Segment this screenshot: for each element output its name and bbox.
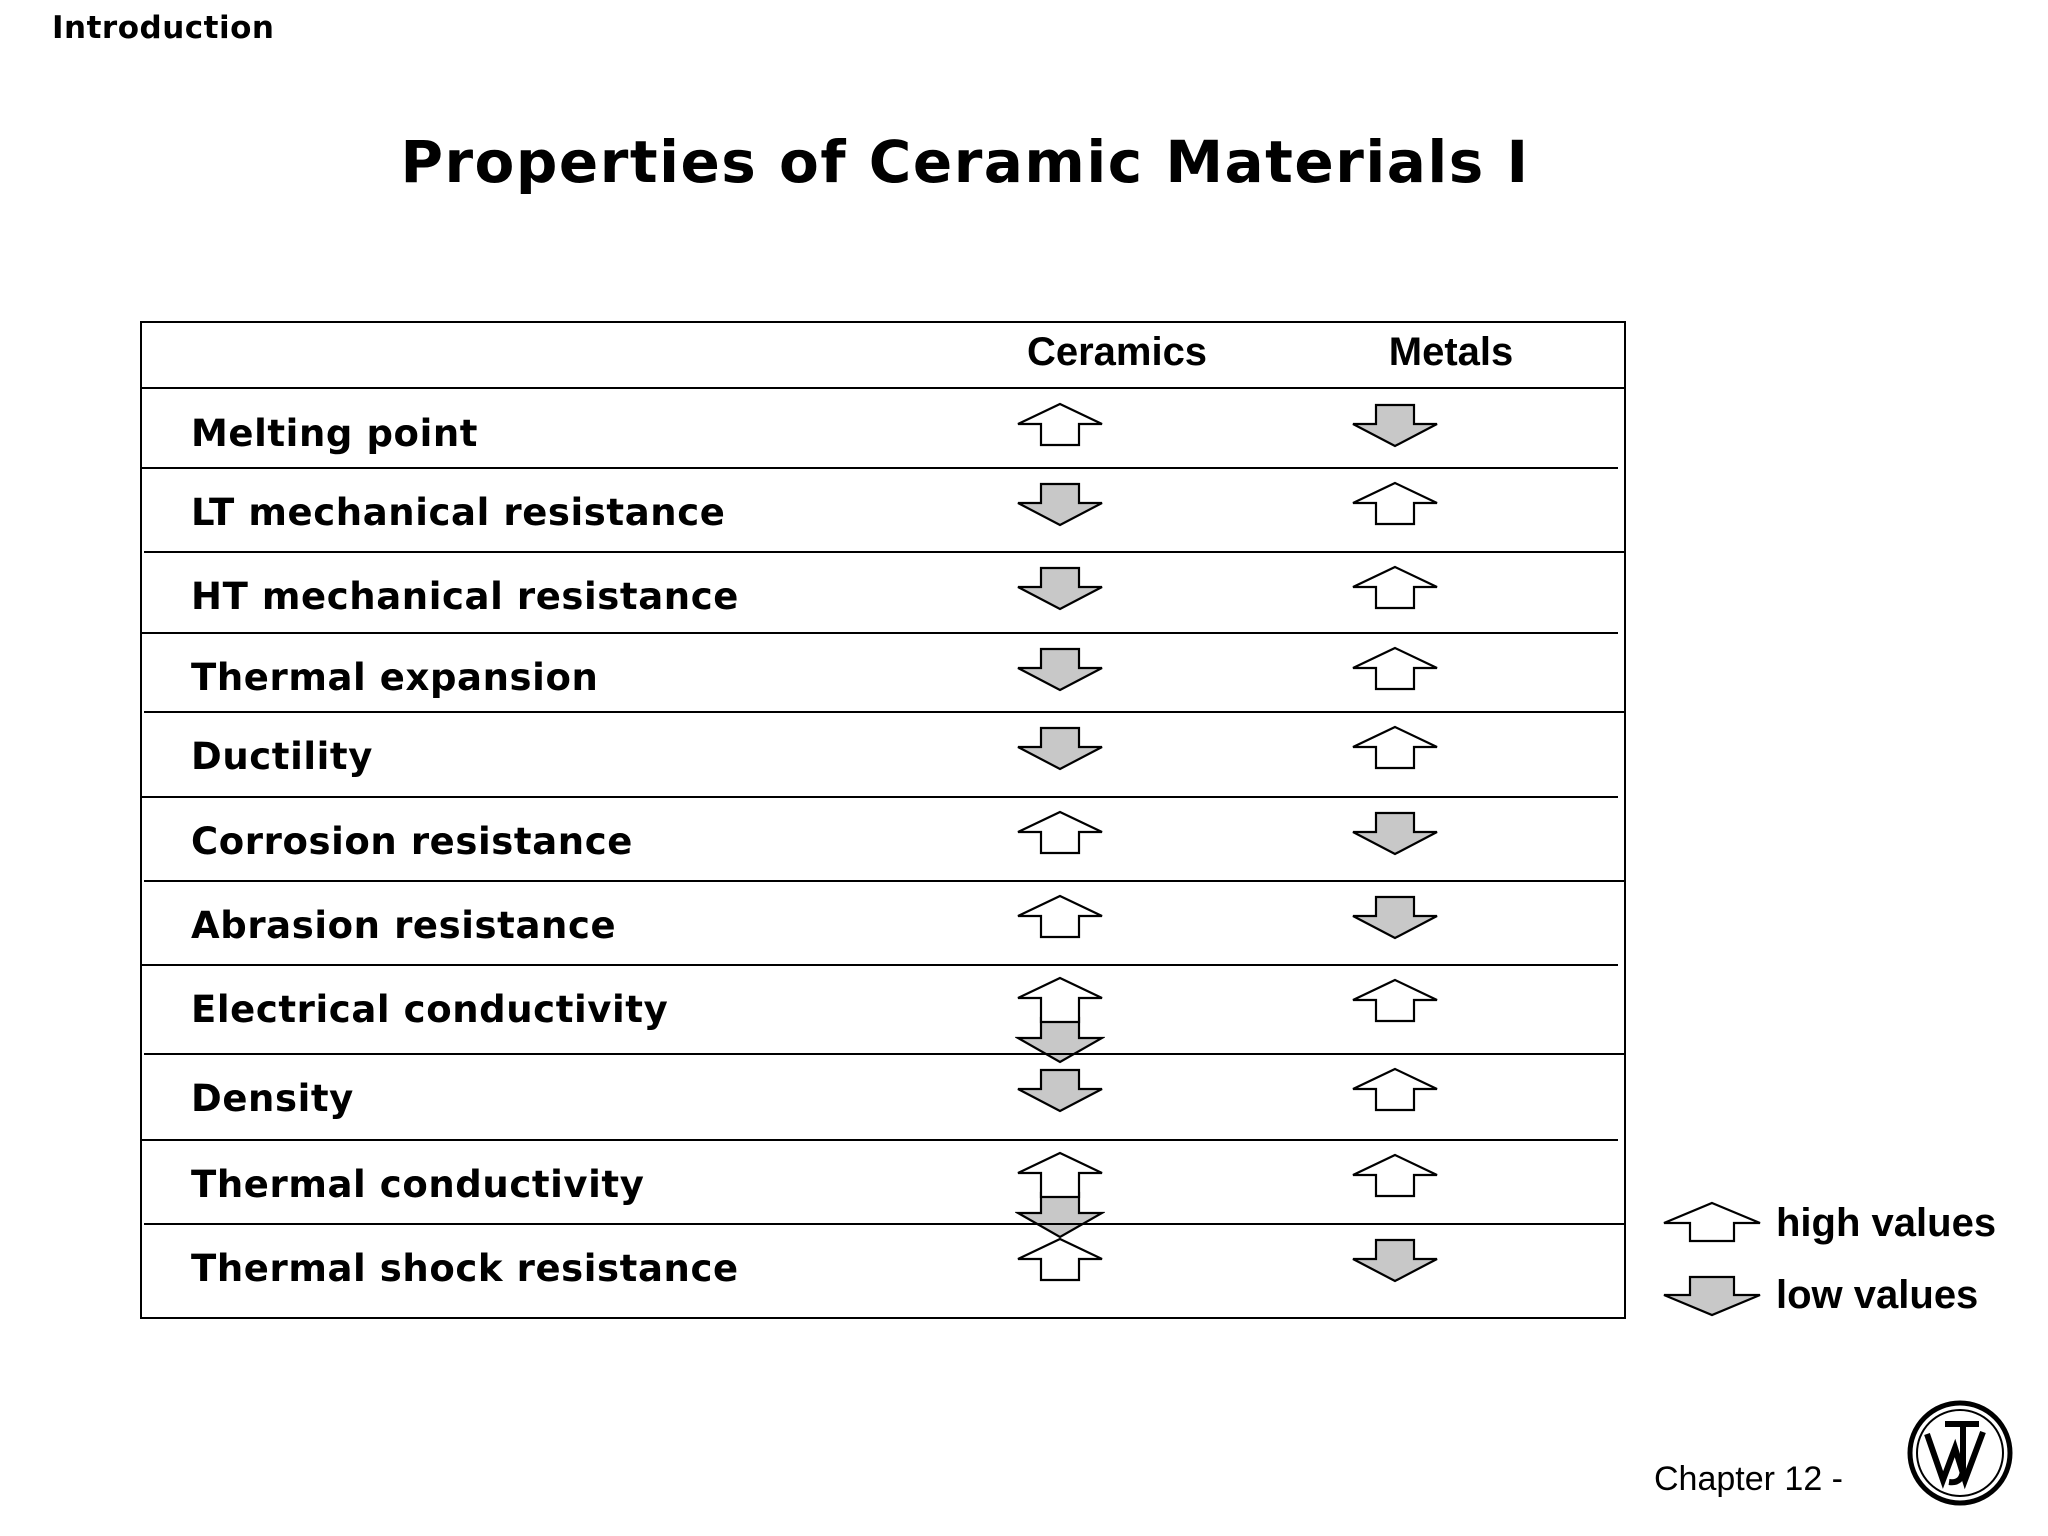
legend-low bbox=[1660, 1270, 2040, 1320]
header-divider bbox=[140, 387, 1626, 389]
up-down-arrow-ceramics-icon bbox=[1015, 976, 1105, 1064]
publisher-logo-icon bbox=[1905, 1398, 2015, 1508]
down-arrow-ceramics-icon bbox=[1015, 565, 1105, 611]
up-arrow-metals-icon bbox=[1350, 1067, 1440, 1113]
row-divider bbox=[140, 796, 1618, 798]
row-label: Density bbox=[191, 1077, 354, 1120]
legend-high bbox=[1660, 1198, 2040, 1248]
row-divider bbox=[144, 880, 1626, 882]
up-arrow-metals-icon bbox=[1350, 978, 1440, 1024]
slide-title: Properties of Ceramic Materials I bbox=[400, 128, 1530, 196]
down-arrow-metals-icon bbox=[1350, 402, 1440, 448]
up-down-arrow-ceramics-icon bbox=[1015, 1151, 1105, 1239]
down-arrow-metals-icon bbox=[1350, 894, 1440, 940]
row-label: Melting point bbox=[191, 412, 479, 455]
up-arrow-ceramics-icon bbox=[1015, 402, 1105, 448]
up-arrow-metals-icon bbox=[1350, 725, 1440, 771]
up-arrow-ceramics-icon bbox=[1015, 810, 1105, 856]
up-arrow-metals-icon bbox=[1350, 646, 1440, 692]
row-label: HT mechanical resistance bbox=[191, 575, 739, 618]
row-label: Electrical conductivity bbox=[191, 988, 669, 1031]
up-arrow-metals-icon bbox=[1350, 1153, 1440, 1199]
column-header-ceramics: Ceramics bbox=[1026, 330, 1208, 374]
row-label: Abrasion resistance bbox=[191, 904, 617, 947]
row-label: Thermal shock resistance bbox=[191, 1247, 739, 1290]
row-divider bbox=[140, 467, 1618, 469]
up-arrow-ceramics-icon bbox=[1015, 1237, 1105, 1283]
section-label: Introduction bbox=[52, 10, 275, 46]
row-divider bbox=[140, 632, 1618, 634]
row-label: Thermal conductivity bbox=[191, 1163, 645, 1206]
legend-high-label: high values bbox=[1776, 1201, 1997, 1245]
down-arrow-icon bbox=[1660, 1273, 1764, 1317]
down-arrow-ceramics-icon bbox=[1015, 481, 1105, 527]
down-arrow-ceramics-icon bbox=[1015, 646, 1105, 692]
row-divider bbox=[140, 1139, 1618, 1141]
row-divider bbox=[144, 551, 1626, 553]
up-arrow-metals-icon bbox=[1350, 565, 1440, 611]
chapter-number: Chapter 12 - bbox=[1654, 1460, 1843, 1498]
row-divider bbox=[144, 711, 1626, 713]
up-arrow-metals-icon bbox=[1350, 481, 1440, 527]
row-divider bbox=[144, 1053, 1626, 1055]
row-divider bbox=[140, 964, 1618, 966]
row-label: LT mechanical resistance bbox=[191, 491, 726, 534]
down-arrow-metals-icon bbox=[1350, 810, 1440, 856]
row-label: Corrosion resistance bbox=[191, 820, 633, 863]
legend-low-label: low values bbox=[1776, 1273, 1979, 1317]
down-arrow-ceramics-icon bbox=[1015, 725, 1105, 771]
down-arrow-ceramics-icon bbox=[1015, 1067, 1105, 1113]
down-arrow-metals-icon bbox=[1350, 1237, 1440, 1283]
up-arrow-ceramics-icon bbox=[1015, 894, 1105, 940]
up-arrow-icon bbox=[1660, 1201, 1764, 1245]
row-label: Thermal expansion bbox=[191, 656, 599, 699]
column-header-metals: Metals bbox=[1388, 330, 1514, 374]
row-label: Ductility bbox=[191, 735, 373, 778]
row-divider bbox=[144, 1223, 1626, 1225]
